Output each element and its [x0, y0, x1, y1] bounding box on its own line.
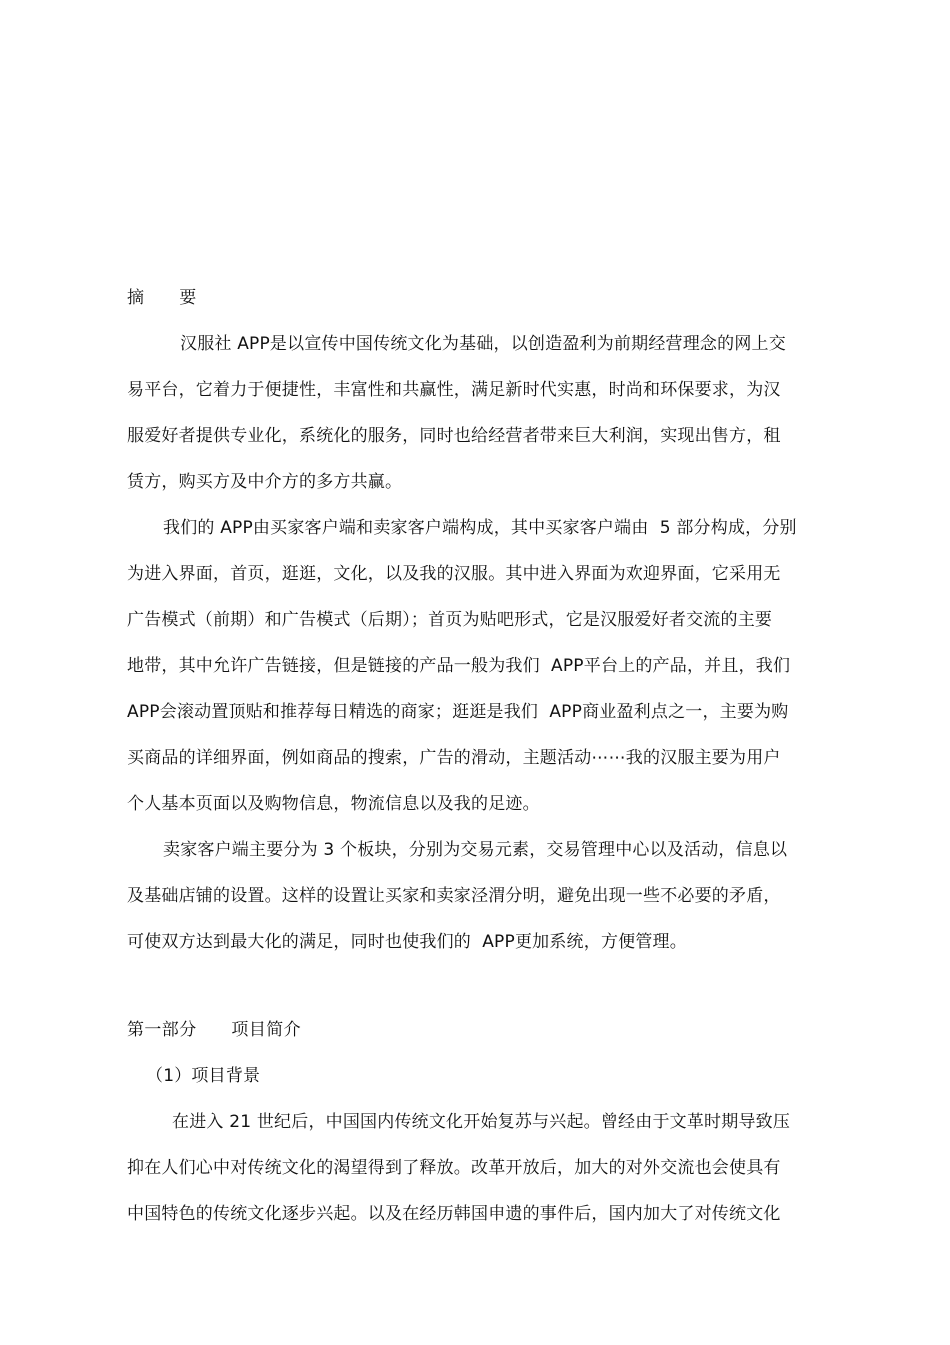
- background-line-3: 中国特色的传统文化逐步兴起。以及在经历韩国申遗的事件后，国内加大了对传统文化: [127, 1204, 781, 1224]
- abstract-p2-line-7: 个人基本页面以及购物信息，物流信息以及我的足迹。: [127, 794, 540, 814]
- abstract-p2-line-5: APP会滚动置顶贴和推荐每日精选的商家；逛逛是我们 APP商业盈利点之一，主要为购: [127, 702, 789, 722]
- abstract-title: 摘 要: [127, 288, 197, 308]
- abstract-p3-line-1: 卖家客户端主要分为 3 个板块，分别为交易元素，交易管理中心以及活动，信息以: [163, 840, 788, 860]
- section-title: 第一部分 项目简介: [127, 1020, 302, 1040]
- abstract-p2-line-2: 为进入界面，首页，逛逛，文化，以及我的汉服。其中进入界面为欢迎界面，它采用无: [127, 564, 781, 584]
- abstract-p2-line-3: 广告模式（前期）和广告模式（后期）；首页为贴吧形式，它是汉服爱好者交流的主要: [127, 610, 773, 630]
- abstract-p1-line-2: 易平台，它着力于便捷性，丰富性和共赢性，满足新时代实惠，时尚和环保要求，为汉: [127, 380, 781, 400]
- abstract-p2-line-6: 买商品的详细界面，例如商品的搜索，广告的滑动，主题活动⋯⋯我的汉服主要为用户: [127, 748, 781, 768]
- abstract-p1-line-1: 汉服社 APP是以宣传中国传统文化为基础，以创造盈利为前期经营理念的网上交: [180, 334, 786, 354]
- abstract-p3-line-2: 及基础店铺的设置。这样的设置让买家和卖家泾渭分明，避免出现一些不必要的矛盾，: [127, 886, 781, 906]
- background-line-1: 在进入 21 世纪后，中国国内传统文化开始复苏与兴起。曾经由于文革时期导致压: [172, 1112, 791, 1132]
- abstract-p3-line-3: 可使双方达到最大化的满足，同时也使我们的 APP更加系统，方便管理。: [127, 932, 687, 952]
- abstract-p2-line-1: 我们的 APP由买家客户端和卖家客户端构成，其中买家客户端由 5 部分构成，分别: [163, 518, 797, 538]
- background-line-2: 抑在人们心中对传统文化的渴望得到了释放。改革开放后，加大的对外交流也会使具有: [127, 1158, 781, 1178]
- abstract-p2-line-4: 地带，其中允许广告链接，但是链接的产品一般为我们 APP平台上的产品，并且，我们: [127, 656, 791, 676]
- abstract-p1-line-3: 服爱好者提供专业化，系统化的服务，同时也给经营者带来巨大利润，实现出售方，租: [127, 426, 781, 446]
- subsection-title: （1）项目背景: [146, 1066, 261, 1086]
- abstract-p1-line-4: 赁方，购买方及中介方的多方共赢。: [127, 472, 403, 492]
